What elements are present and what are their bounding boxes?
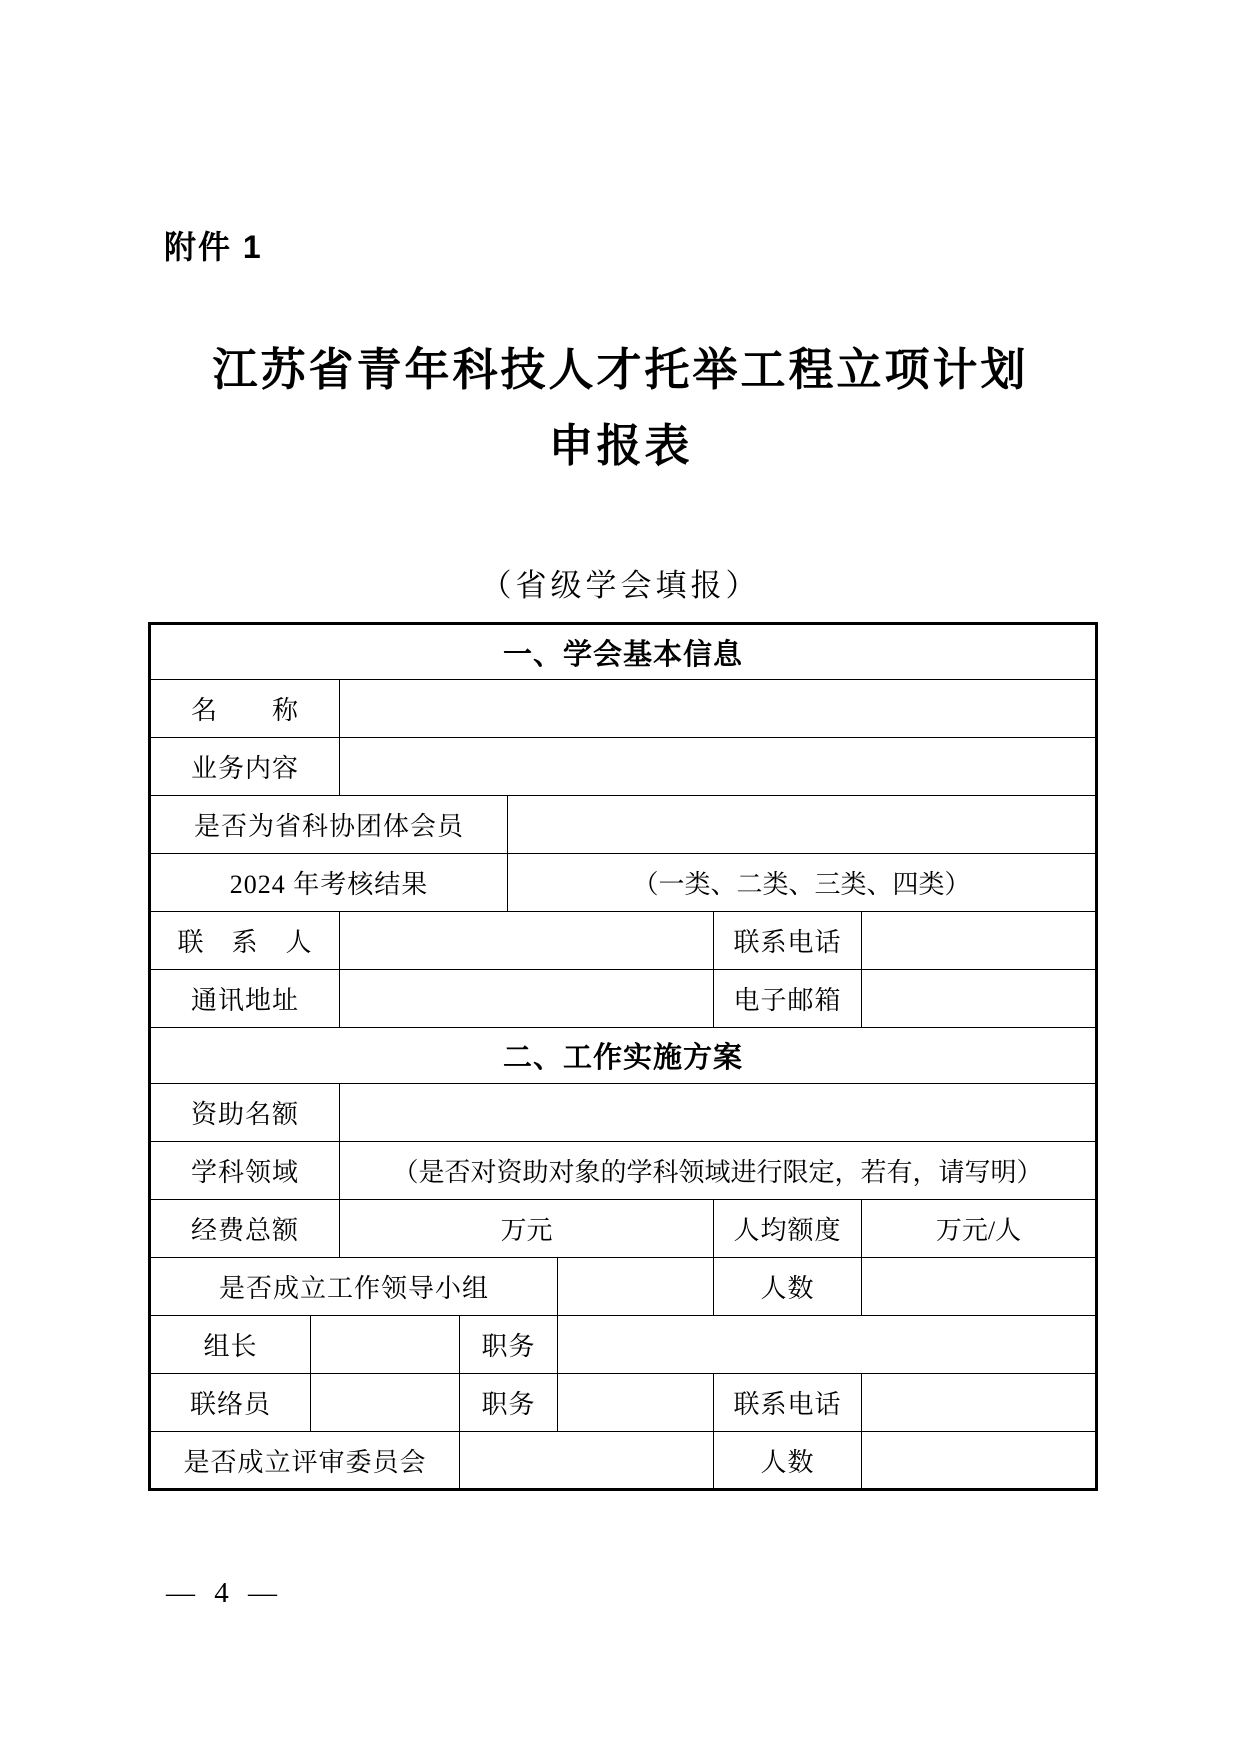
per-capita-amount-label: 人均额度 xyxy=(714,1200,862,1258)
section2-header-row xyxy=(150,1028,1097,1084)
business-content-input-cell[interactable] xyxy=(340,738,1097,796)
row-total-budget xyxy=(150,1200,1097,1258)
email-label: 电子邮箱 xyxy=(714,970,862,1028)
row-name xyxy=(150,680,1097,738)
row-liaison xyxy=(150,1374,1097,1432)
name-input-cell[interactable] xyxy=(340,680,1097,738)
cast-group-member-input-cell[interactable] xyxy=(508,796,1097,854)
section1-title: 一、学会基本信息 xyxy=(150,624,1097,680)
document-title-line1: 江苏省青年科技人才托举工程立项计划 xyxy=(212,345,1029,395)
liaison-position-input-cell[interactable] xyxy=(558,1374,714,1432)
group-leader-position-label: 职务 xyxy=(460,1316,558,1374)
liaison-label: 联络员 xyxy=(150,1374,311,1432)
leading-group-headcount-label: 人数 xyxy=(714,1258,862,1316)
funding-quota-input-cell[interactable] xyxy=(340,1084,1097,1142)
leading-group-label: 是否成立工作领导小组 xyxy=(150,1258,558,1316)
business-content-label: 业务内容 xyxy=(150,738,340,796)
liaison-phone-label: 联系电话 xyxy=(714,1374,862,1432)
contact-person-label: 联 系 人 xyxy=(150,912,340,970)
leading-group-input-cell[interactable] xyxy=(558,1258,714,1316)
review-committee-headcount-input-cell[interactable] xyxy=(862,1432,1097,1490)
contact-phone-input-cell[interactable] xyxy=(862,912,1097,970)
section1-header-row xyxy=(150,624,1097,680)
document-title xyxy=(0,332,1241,484)
attachment-label: 附件 1 xyxy=(164,229,263,265)
row-mailing-address xyxy=(150,970,1097,1028)
group-leader-position-input-cell[interactable] xyxy=(558,1316,1097,1374)
row-group-leader xyxy=(150,1316,1097,1374)
funding-quota-label: 资助名额 xyxy=(150,1084,340,1142)
discipline-field-label: 学科领域 xyxy=(150,1142,340,1200)
section2-title: 二、工作实施方案 xyxy=(150,1028,1097,1084)
mailing-address-input-cell[interactable] xyxy=(340,970,714,1028)
total-budget-unit-cell[interactable]: 万元 xyxy=(340,1200,714,1258)
liaison-phone-input-cell[interactable] xyxy=(862,1374,1097,1432)
liaison-input-cell[interactable] xyxy=(311,1374,460,1432)
document-title-line2: 申报表 xyxy=(548,421,693,471)
page-number: — 4 — xyxy=(166,1577,283,1609)
assessment-2024-options[interactable]: （一类、二类、三类、四类） xyxy=(508,854,1097,912)
contact-phone-label: 联系电话 xyxy=(714,912,862,970)
review-committee-input-cell[interactable] xyxy=(460,1432,714,1490)
row-funding-quota xyxy=(150,1084,1097,1142)
liaison-position-label: 职务 xyxy=(460,1374,558,1432)
leading-group-headcount-input-cell[interactable] xyxy=(862,1258,1097,1316)
document-subtitle: （省级学会填报） xyxy=(480,568,761,603)
row-contact-person xyxy=(150,912,1097,970)
total-budget-label: 经费总额 xyxy=(150,1200,340,1258)
per-capita-unit-cell[interactable]: 万元/人 xyxy=(862,1200,1097,1258)
row-review-committee xyxy=(150,1432,1097,1490)
review-committee-headcount-label: 人数 xyxy=(714,1432,862,1490)
row-leading-group xyxy=(150,1258,1097,1316)
mailing-address-label: 通讯地址 xyxy=(150,970,340,1028)
row-cast-group-member xyxy=(150,796,1097,854)
group-leader-input-cell[interactable] xyxy=(311,1316,460,1374)
discipline-field-note[interactable]: （是否对资助对象的学科领域进行限定，若有，请写明） xyxy=(340,1142,1097,1200)
group-leader-label: 组长 xyxy=(150,1316,311,1374)
review-committee-label: 是否成立评审委员会 xyxy=(150,1432,460,1490)
cast-group-member-label: 是否为省科协团体会员 xyxy=(150,796,508,854)
row-assessment-2024 xyxy=(150,854,1097,912)
contact-person-input-cell[interactable] xyxy=(340,912,714,970)
name-label: 名 称 xyxy=(150,680,340,738)
assessment-2024-label: 2024 年考核结果 xyxy=(150,854,508,912)
email-input-cell[interactable] xyxy=(862,970,1097,1028)
row-discipline-field xyxy=(150,1142,1097,1200)
application-form-table xyxy=(148,622,1098,1491)
row-business-content xyxy=(150,738,1097,796)
